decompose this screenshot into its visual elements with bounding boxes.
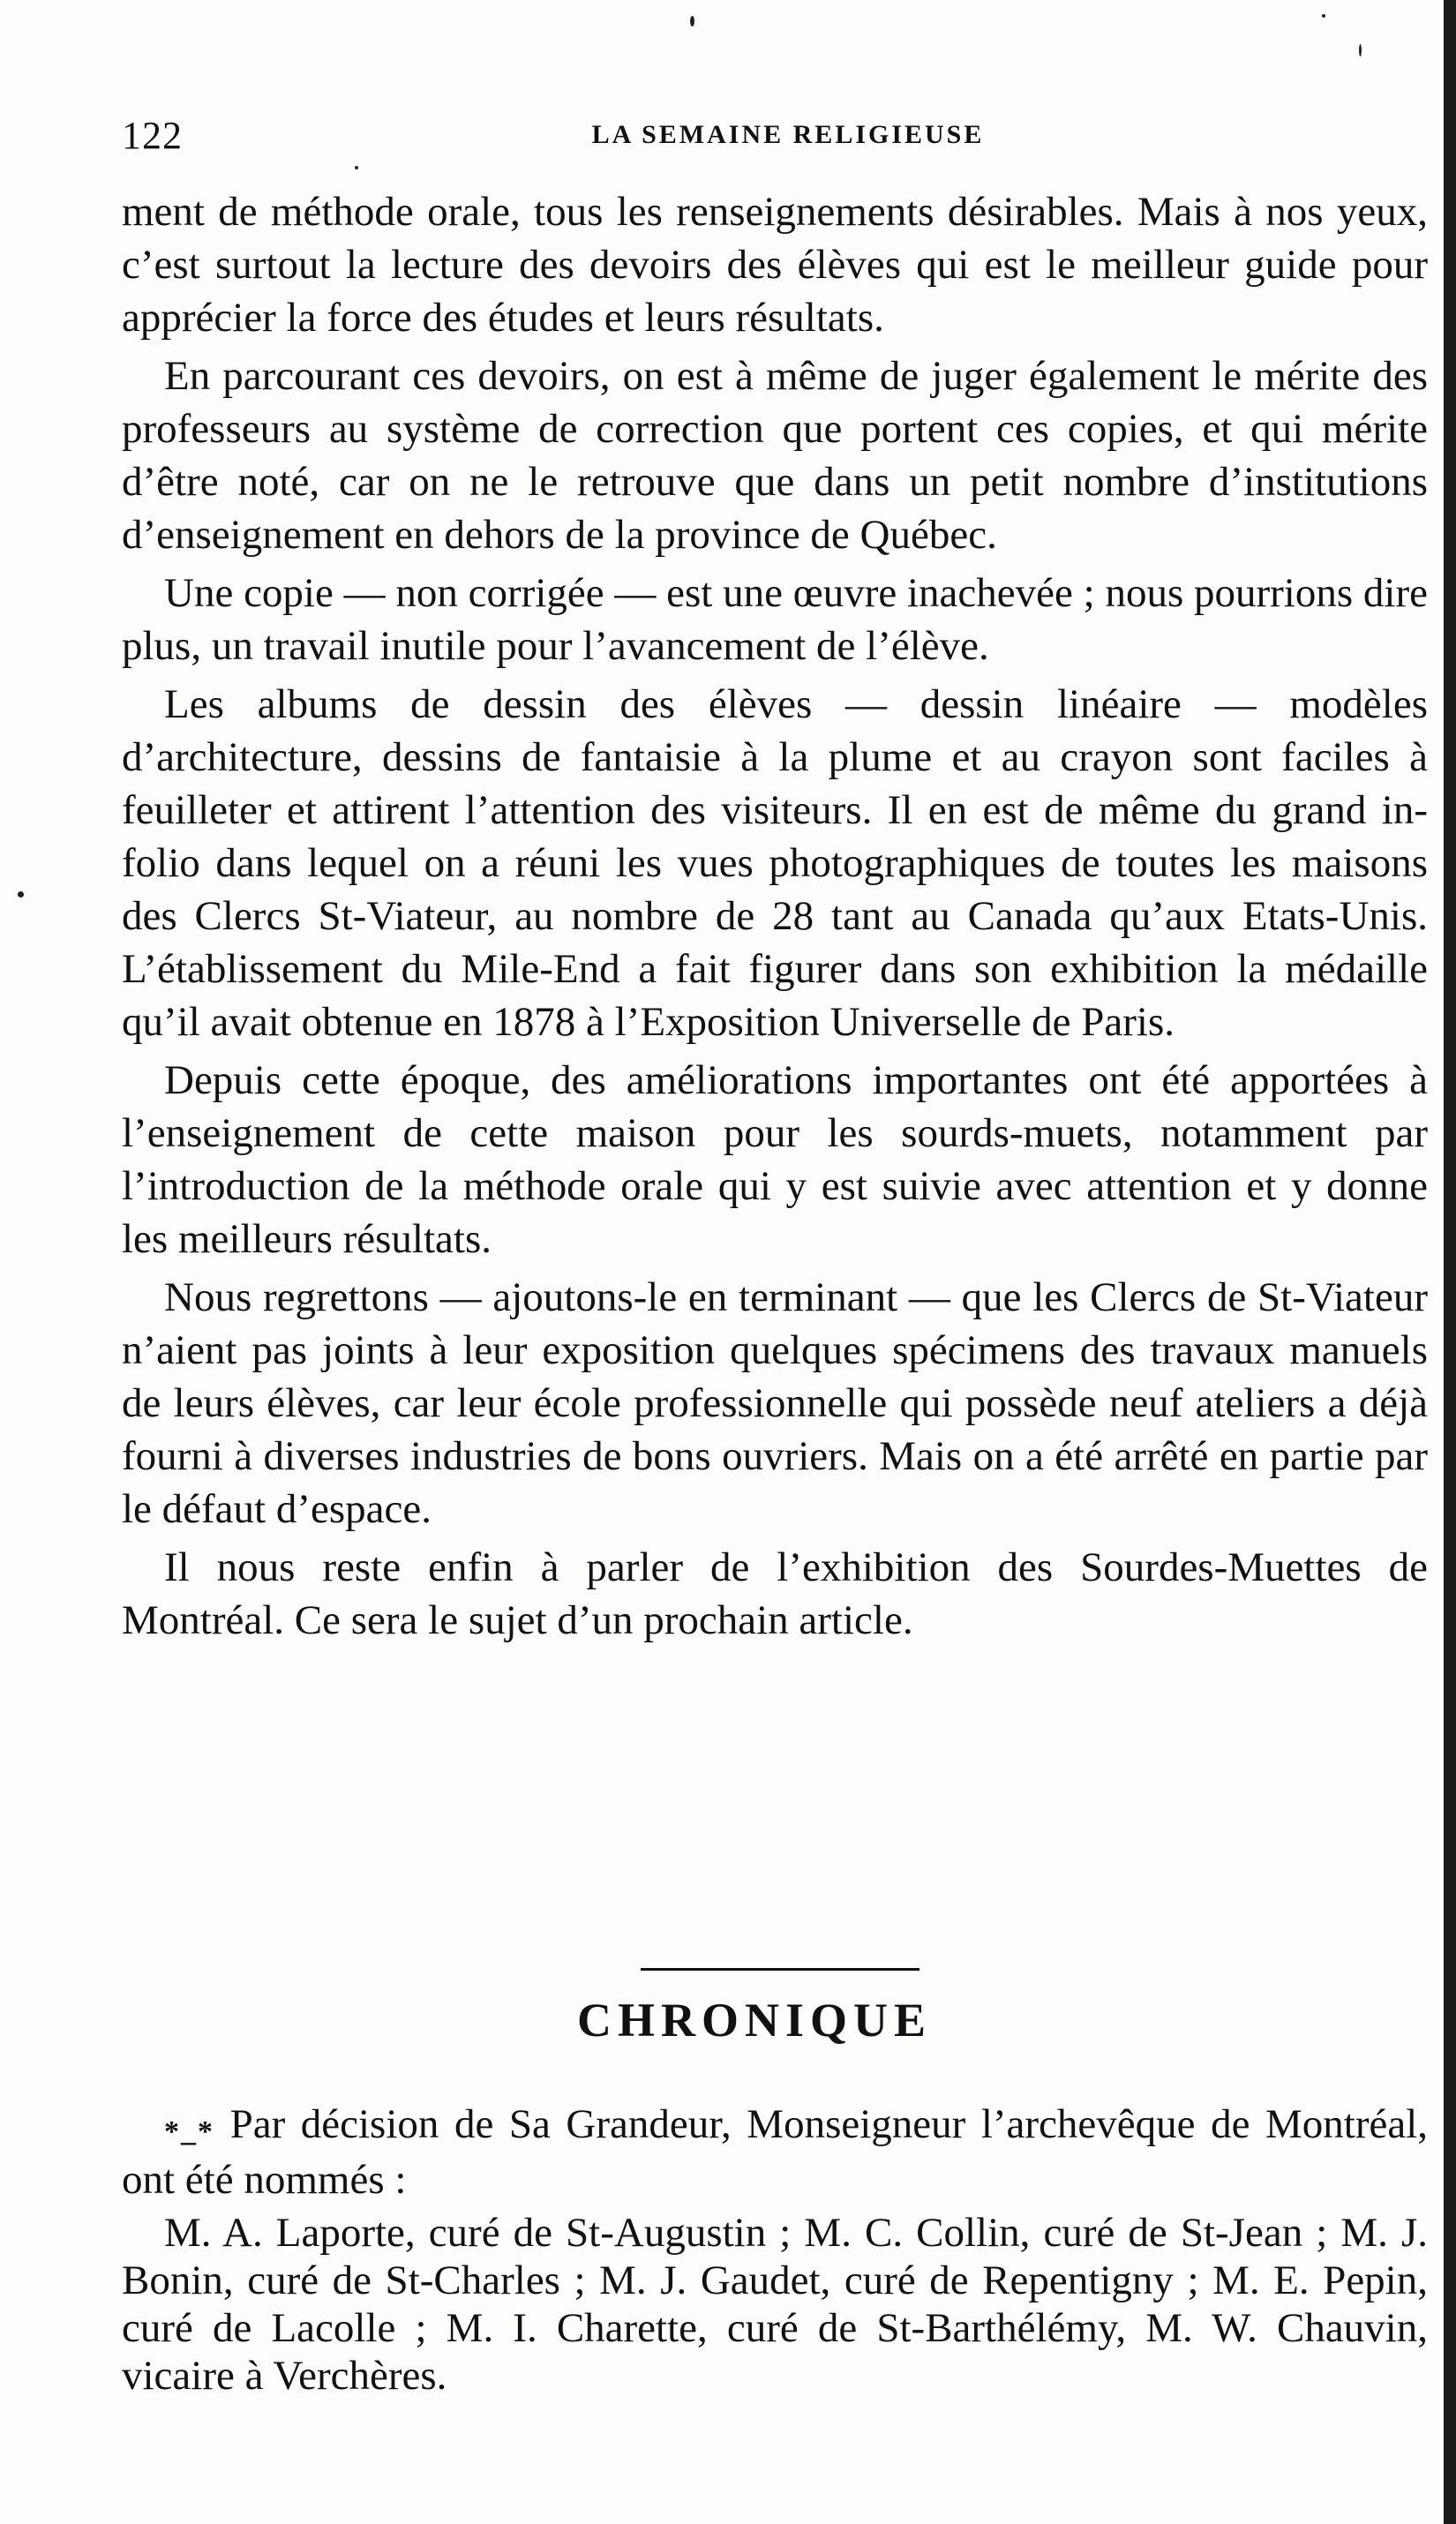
running-title: LA SEMAINE RELIGIEUSE (591, 120, 985, 149)
section-divider (641, 1968, 919, 1971)
scan-speck (18, 891, 24, 898)
paragraph: En parcourant ces devoirs, on est à même de juger également le mérite des professeurs au système de correction que portent ces copies, et qui mérite d’être noté, car on ne le retrouve que dans un petit nombre d’institutions d’enseignement en dehors de la province de Québec. (122, 353, 1428, 558)
paragraph: Il nous reste enfin à parler de l’exhibition des Sourdes-Muettes de Montréal. Ce sera le sujet d’un prochain article. (122, 1544, 1428, 1643)
paragraph: ment de méthode orale, tous les renseignements désirables. Mais à nos yeux, c’est surtout la lecture des devoirs des élèves qui est le meilleur guide pour apprécier la force des études et leurs résultats. (122, 189, 1428, 341)
paragraph: Une copie — non corrigée — est une œuvre inachevée ; nous pourrions dire plus, un travail inutile pour l’avancement de l’élève. (122, 570, 1428, 669)
scan-speck (1322, 14, 1325, 18)
section-title: CHRONIQUE (576, 1994, 933, 2047)
chronicle-section (122, 2100, 1428, 2405)
page-header (122, 113, 1428, 166)
scan-speck (355, 166, 358, 169)
scan-speck (690, 16, 694, 26)
paragraph: Les albums de dessin des élèves — dessin linéaire — modèles d’architecture, dessins de fantaisie à la plume et au crayon sont faciles à feuilleter et attirent l’attention des visiteurs. Il en est de même du grand in-folio dans lequel on a réuni les vues photographiques de toutes les maisons des Clercs St-Viateur, au nombre de 28 tant au Canada qu’aux Etats-Unis. L’établissement du Mile-End a fait figurer dans son exhibition la médaille qu’il avait obtenue en 1878 à l’Exposition Universelle de Paris. (122, 681, 1428, 1045)
chronicle-appointments: M. A. Laporte, curé de St-Augustin ; M. C. Collin, curé de St-Jean ; M. J. Bonin, curé de St-Charles ; M. J. Gaudet, curé de Repentigny ; M. E. Pepin, curé de Lacolle ; M. I. Charette, curé de St-Barthélémy, M. W. Chauvin, vicaire à Verchères. (122, 2210, 1428, 2399)
article-body (122, 185, 1428, 1652)
paragraph: Depuis cette époque, des améliorations importantes ont été apportées à l’enseignement de cette maison pour les sourds-muets, notamment par l’introduction de la méthode orale qui y est suivie avec attention et y donne les meilleurs résultats. (122, 1057, 1428, 1262)
page-number: 122 (122, 114, 183, 157)
scan-edge (1444, 0, 1456, 2524)
scan-speck (1359, 44, 1362, 56)
paragraph: Nous regrettons — ajoutons-le en terminant — que les Clercs de St-Viateur n’aient pas joints à leur exposition quelques spécimens des travaux manuels de leurs élèves, car leur école professionnelle qui possède neuf ateliers a déjà fourni à diverses industries de bons ouvriers. Mais on a été arrêté en partie par le défaut d’espace. (122, 1274, 1428, 1532)
chronicle-intro (122, 2100, 1428, 2204)
asterism-glyph: *_* (164, 2115, 214, 2148)
chronicle-intro-text: Par décision de Sa Grandeur, Monseigneur l’archevêque de Montréal, ont été nommés : (122, 2101, 1429, 2203)
